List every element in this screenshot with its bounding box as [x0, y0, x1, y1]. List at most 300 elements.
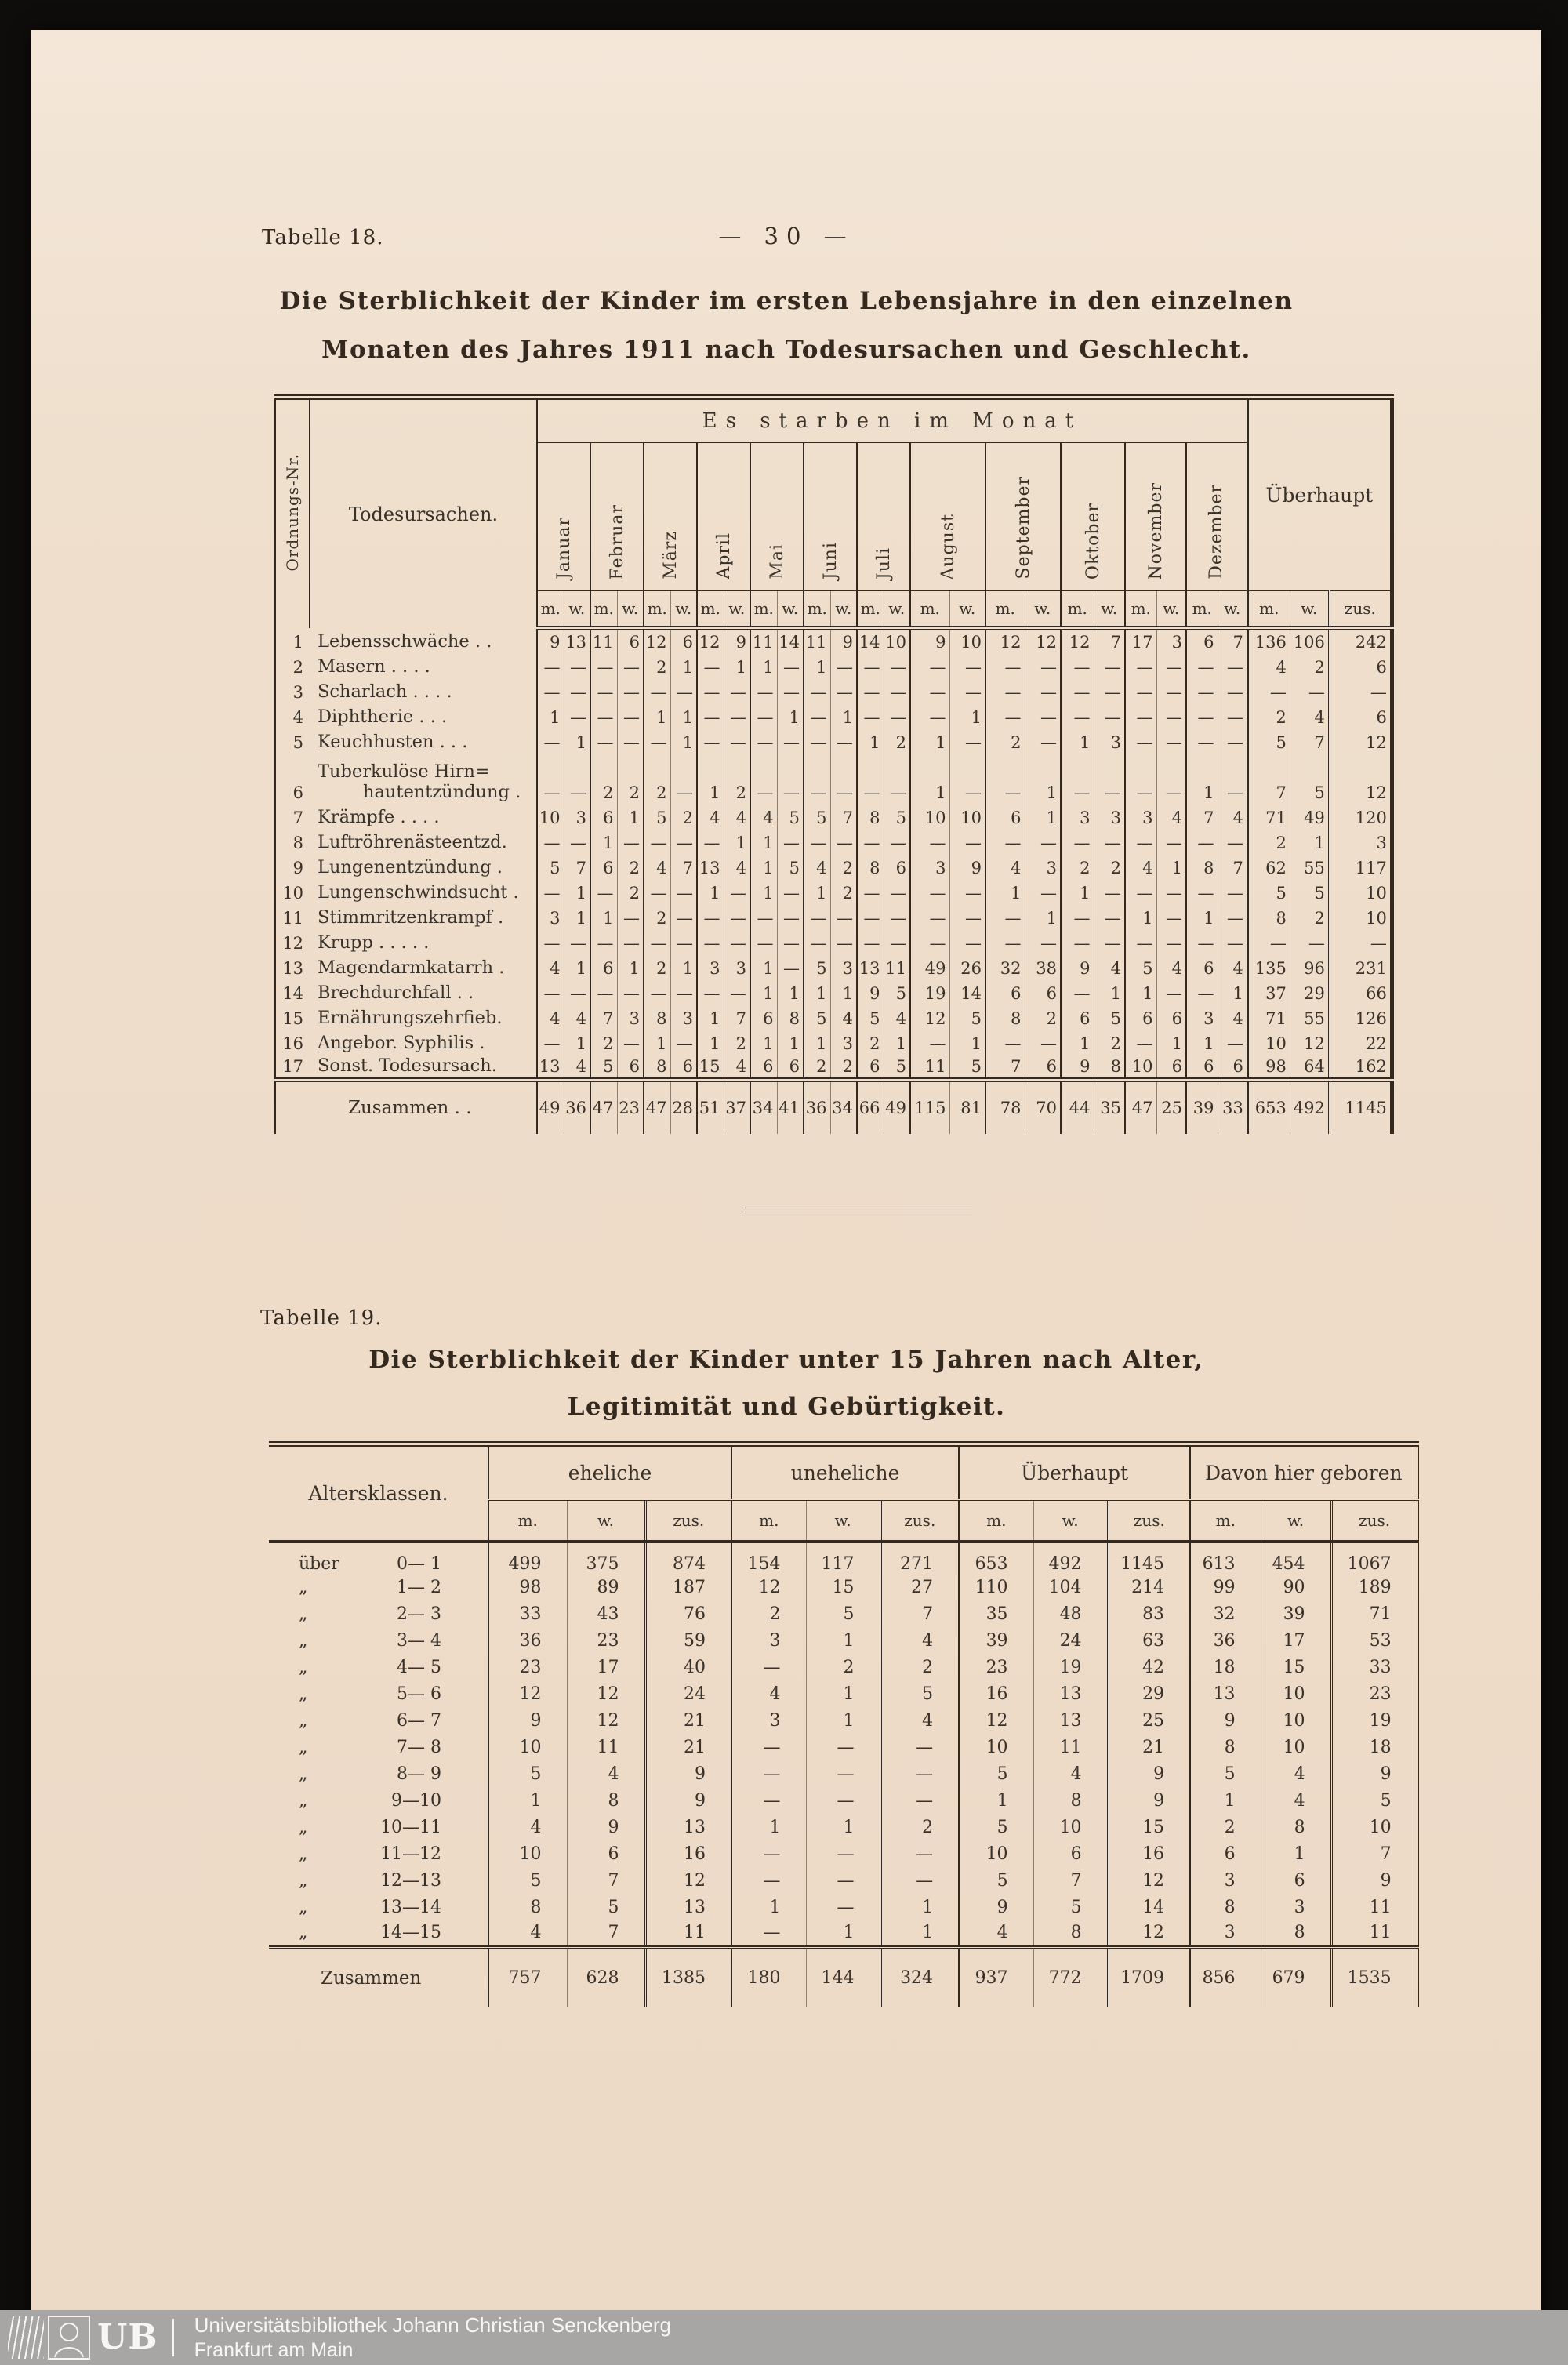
table19-row — [269, 1542, 1417, 1574]
month-value-cell: — — [857, 904, 884, 929]
age-value-cell: 6 — [1033, 1840, 1108, 1867]
age-value-cell: 12 — [645, 1867, 731, 1894]
total-month-cell: 78 — [985, 1080, 1025, 1134]
month-value-cell: 1 — [777, 703, 804, 728]
month-value-cell: — — [830, 678, 857, 703]
age-value-cell: 117 — [806, 1542, 880, 1574]
month-value-cell: 6 — [884, 854, 910, 879]
month-value-cell: 1 — [644, 1030, 670, 1055]
month-value-cell: — — [1025, 1030, 1061, 1055]
month-header-label: Oktober — [1083, 502, 1103, 579]
month-value-cell: — — [537, 678, 564, 703]
portrait-icon — [47, 2315, 91, 2360]
month-value-cell: — — [697, 703, 724, 728]
month-value-cell: — — [590, 979, 617, 1004]
month-value-cell: — — [777, 754, 804, 804]
month-value-cell: 1 — [1186, 1030, 1218, 1055]
age-value-cell: 5 — [488, 1760, 567, 1787]
month-value-cell: 2 — [617, 754, 644, 804]
age-value-cell: 3 — [1190, 1920, 1261, 1947]
month-value-cell: 1 — [910, 754, 949, 804]
month-value-cell: — — [910, 879, 949, 904]
age-value-cell: 8 — [1261, 1920, 1331, 1947]
month-value-cell: 4 — [537, 954, 564, 979]
month-value-cell: — — [857, 678, 884, 703]
month-value-cell: 26 — [949, 954, 985, 979]
age-value-cell: 13 — [1033, 1680, 1108, 1707]
age-value-cell: 6 — [567, 1840, 645, 1867]
month-value-cell: 1 — [590, 829, 617, 854]
age-value-cell: 5 — [806, 1600, 880, 1627]
month-value-cell: — — [777, 653, 804, 678]
month-value-cell: 6 — [1186, 628, 1218, 653]
month-value-cell: — — [1156, 929, 1186, 954]
age-range: 6— 7 — [397, 1710, 441, 1731]
month-value-cell: — — [1125, 829, 1156, 854]
month-value-cell: — — [1186, 728, 1218, 754]
month-header-label: März — [660, 531, 681, 579]
month-value-cell: 1 — [1025, 754, 1061, 804]
row-number: 12 — [282, 934, 303, 953]
month-value-cell: — — [644, 728, 670, 754]
month-value-cell: 1 — [884, 1030, 910, 1055]
month-value-cell: — — [884, 703, 910, 728]
total-month-cell: 51 — [697, 1080, 724, 1134]
month-value-cell: — — [590, 678, 617, 703]
group-header — [731, 1444, 959, 1500]
age-value-cell: — — [880, 1734, 959, 1760]
age-value-cell: 11 — [567, 1734, 645, 1760]
age-value-cell: 4 — [959, 1920, 1033, 1947]
month-value-cell: 12 — [985, 628, 1025, 653]
age-value-cell: 10 — [959, 1840, 1033, 1867]
month-value-cell: — — [617, 979, 644, 1004]
month-value-cell: 4 — [1094, 954, 1125, 979]
age-value-cell: 9 — [488, 1707, 567, 1734]
month-value-cell: — — [777, 929, 804, 954]
month-value-cell: 4 — [537, 1004, 564, 1030]
month-value-cell: 2 — [830, 879, 857, 904]
age-value-cell: 4 — [1033, 1760, 1108, 1787]
month-value-cell: — — [910, 653, 949, 678]
month-value-cell: — — [910, 904, 949, 929]
age-value-cell: 90 — [1261, 1574, 1331, 1600]
total-month-cell: 33 — [1218, 1080, 1247, 1134]
month-value-cell: — — [750, 678, 777, 703]
month-value-cell: 5 — [590, 1055, 617, 1080]
month-value-cell: — — [1025, 879, 1061, 904]
age-value-cell: 3 — [731, 1707, 806, 1734]
month-value-cell: — — [1125, 728, 1156, 754]
month-value-cell: 6 — [1156, 1004, 1186, 1030]
age-value-cell: 11 — [1331, 1894, 1417, 1920]
age-value-cell: 18 — [1331, 1734, 1417, 1760]
month-value-cell: 2 — [1025, 1004, 1061, 1030]
month-value-cell: 7 — [985, 1055, 1025, 1080]
total-value-cell: 1709 — [1108, 1947, 1190, 2007]
cause-label: Luftröhrenästeentzd. — [318, 832, 507, 852]
month-value-cell: — — [830, 754, 857, 804]
cause-label: Lungenschwindsucht . — [318, 882, 519, 903]
month-value-cell: 1 — [1094, 979, 1125, 1004]
table18-row — [275, 829, 1392, 854]
overall-male-cell: 71 — [1247, 1004, 1290, 1030]
age-class-wrap — [269, 1578, 488, 1597]
male-subheader: m. — [750, 591, 777, 629]
month-header — [1186, 443, 1247, 591]
month-value-cell: — — [1186, 678, 1218, 703]
month-value-cell: 12 — [1061, 628, 1094, 653]
month-value-cell: — — [697, 678, 724, 703]
month-value-cell: 3 — [1186, 1004, 1218, 1030]
month-value-cell: 12 — [1025, 628, 1061, 653]
month-value-cell: 7 — [1094, 628, 1125, 653]
age-prefix: „ — [299, 1764, 308, 1784]
male-subheader: m. — [1186, 591, 1218, 629]
month-value-cell: 11 — [750, 628, 777, 653]
age-value-cell: — — [731, 1654, 806, 1680]
total-month-cell: 81 — [949, 1080, 985, 1134]
table18-row — [275, 1030, 1392, 1055]
month-value-cell: 5 — [644, 804, 670, 829]
month-value-cell: 1 — [777, 1030, 804, 1055]
month-value-cell: — — [1061, 929, 1094, 954]
month-value-cell: — — [537, 653, 564, 678]
total-month-cell: 36 — [564, 1080, 590, 1134]
age-value-cell: 53 — [1331, 1627, 1417, 1654]
month-value-cell: 4 — [1218, 1004, 1247, 1030]
age-value-cell: 1 — [1190, 1787, 1261, 1814]
table19-title-line1: Die Sterblichkeit der Kinder unter 15 Jahren nach Alter, — [368, 1346, 1204, 1374]
overall-female-cell: 4 — [1290, 703, 1329, 728]
month-value-cell: 1 — [697, 1004, 724, 1030]
month-value-cell: — — [830, 653, 857, 678]
month-value-cell: 2 — [804, 1055, 830, 1080]
age-value-cell: 4 — [880, 1707, 959, 1734]
age-class-cell — [269, 1787, 488, 1814]
age-value-cell: 23 — [567, 1627, 645, 1654]
table18-row — [275, 678, 1392, 703]
table19-row — [269, 1680, 1417, 1707]
month-value-cell: — — [1156, 653, 1186, 678]
overall-male-cell: 8 — [1247, 904, 1290, 929]
month-value-cell: 3 — [564, 804, 590, 829]
age-class-wrap — [269, 1631, 488, 1651]
overall-female-cell: 96 — [1290, 954, 1329, 979]
month-value-cell: — — [1061, 904, 1094, 929]
age-value-cell: 25 — [1108, 1707, 1190, 1734]
age-value-cell: 98 — [488, 1574, 567, 1600]
month-header-label: August — [938, 513, 958, 579]
ub-logo-text: UB — [97, 2317, 158, 2357]
month-value-cell: 1 — [804, 653, 830, 678]
age-value-cell: 63 — [1108, 1627, 1190, 1654]
total-month-cell: 41 — [777, 1080, 804, 1134]
age-value-cell: 9 — [959, 1894, 1033, 1920]
month-value-cell: — — [884, 754, 910, 804]
month-value-cell: 12 — [910, 1004, 949, 1030]
table19-row — [269, 1627, 1417, 1654]
table18-label: Tabelle 18. — [262, 226, 384, 249]
month-value-cell: 6 — [777, 1055, 804, 1080]
month-value-cell: — — [1156, 754, 1186, 804]
age-value-cell: 11 — [645, 1920, 731, 1947]
month-value-cell: 2 — [590, 1030, 617, 1055]
month-value-cell: 1 — [697, 754, 724, 804]
month-value-cell: 1 — [750, 829, 777, 854]
age-value-cell: 12 — [488, 1680, 567, 1707]
month-value-cell: — — [1025, 728, 1061, 754]
male-subheader: m. — [959, 1500, 1033, 1542]
month-value-cell: 1 — [670, 954, 697, 979]
month-value-cell: 1 — [537, 703, 564, 728]
cause-of-death-cell — [310, 979, 537, 1004]
month-value-cell: 2 — [724, 754, 750, 804]
overall-total-cell: 6 — [1329, 653, 1392, 678]
cause-of-death-cell — [310, 1004, 537, 1030]
overall-total-cell: — — [1329, 678, 1392, 703]
overall-total-cell: 126 — [1329, 1004, 1392, 1030]
ordnungs-nr-header — [275, 398, 310, 629]
month-value-cell: 9 — [537, 628, 564, 653]
age-class-wrap — [269, 1658, 488, 1677]
month-value-cell: 2 — [985, 728, 1025, 754]
cause-label: Scharlach . . . . — [318, 681, 452, 702]
age-value-cell: 3 — [1261, 1894, 1331, 1920]
overall-male-cell: 62 — [1247, 854, 1290, 879]
month-value-cell: — — [1061, 678, 1094, 703]
age-value-cell: 33 — [1331, 1654, 1417, 1680]
age-value-cell: 1 — [806, 1680, 880, 1707]
age-value-cell: — — [731, 1734, 806, 1760]
table18-row — [275, 954, 1392, 979]
total-month-cell: 66 — [857, 1080, 884, 1134]
month-value-cell: — — [857, 754, 884, 804]
age-value-cell: 189 — [1331, 1574, 1417, 1600]
age-value-cell: 23 — [959, 1654, 1033, 1680]
age-value-cell: 1 — [488, 1787, 567, 1814]
month-value-cell: 1 — [910, 728, 949, 754]
age-value-cell: 32 — [1190, 1600, 1261, 1627]
cause-of-death-cell — [310, 703, 537, 728]
month-value-cell: — — [617, 728, 644, 754]
month-value-cell: 1 — [985, 879, 1025, 904]
month-value-cell: 9 — [857, 979, 884, 1004]
table19-row — [269, 1787, 1417, 1814]
cause-of-death-cell — [310, 804, 537, 829]
age-value-cell: 375 — [567, 1542, 645, 1574]
overall-male-cell: 37 — [1247, 979, 1290, 1004]
month-value-cell: 1 — [750, 1030, 777, 1055]
age-value-cell: 7 — [567, 1867, 645, 1894]
month-value-cell: — — [1094, 929, 1125, 954]
month-value-cell: — — [985, 1030, 1025, 1055]
month-value-cell: — — [804, 754, 830, 804]
month-value-cell: 6 — [750, 1004, 777, 1030]
month-value-cell: — — [1061, 829, 1094, 854]
month-value-cell: 3 — [1125, 804, 1156, 829]
overall-total-cell: 6 — [1329, 703, 1392, 728]
month-value-cell: 19 — [910, 979, 949, 1004]
month-value-cell: — — [697, 653, 724, 678]
total-overall-male-cell: 653 — [1247, 1080, 1290, 1134]
age-range: 13—14 — [380, 1897, 441, 1917]
cause-label: Sonst. Todesursach. — [318, 1055, 497, 1076]
month-value-cell: 2 — [670, 804, 697, 829]
total-value-cell: 757 — [488, 1947, 567, 2007]
age-value-cell: 3 — [1190, 1867, 1261, 1894]
cause-of-death-cell — [310, 728, 537, 754]
month-value-cell: — — [949, 754, 985, 804]
month-value-cell: — — [830, 929, 857, 954]
row-number: 2 — [292, 658, 303, 677]
month-value-cell: — — [985, 829, 1025, 854]
month-value-cell: 8 — [1186, 854, 1218, 879]
age-value-cell: 214 — [1108, 1574, 1190, 1600]
library-watermark-bar — [0, 2310, 1568, 2365]
month-value-cell: — — [537, 829, 564, 854]
cause-label-line2: hautentzündung . — [363, 782, 521, 802]
overall-total-cell: 10 — [1329, 904, 1392, 929]
cause-of-death-cell — [310, 854, 537, 879]
table18-row — [275, 628, 1392, 653]
ueberhaupt-label: Überhaupt — [1265, 484, 1374, 507]
month-value-cell: 1 — [830, 979, 857, 1004]
group-header-label: Überhaupt — [1021, 1461, 1129, 1484]
age-value-cell: 8 — [567, 1787, 645, 1814]
month-value-cell: — — [1156, 904, 1186, 929]
month-value-cell: — — [1125, 703, 1156, 728]
overall-male-cell: 98 — [1247, 1055, 1290, 1080]
overall-male-cell: 7 — [1247, 754, 1290, 804]
month-value-cell: — — [724, 728, 750, 754]
month-value-cell: — — [1186, 653, 1218, 678]
row-number: 4 — [292, 708, 303, 727]
month-value-cell: — — [777, 678, 804, 703]
month-value-cell: — — [949, 678, 985, 703]
month-value-cell: 7 — [830, 804, 857, 829]
table18-row — [275, 879, 1392, 904]
age-value-cell: 1 — [731, 1814, 806, 1840]
age-value-cell: 1 — [806, 1920, 880, 1947]
overall-total-cell: — — [1329, 929, 1392, 954]
age-value-cell: 499 — [488, 1542, 567, 1574]
overall-female-cell: 5 — [1290, 879, 1329, 904]
month-value-cell: — — [644, 979, 670, 1004]
total-value-cell: 937 — [959, 1947, 1033, 2007]
month-value-cell: 1 — [1156, 1030, 1186, 1055]
month-header — [857, 443, 910, 591]
female-subheader: w. — [1025, 591, 1061, 629]
row-number: 9 — [292, 859, 303, 877]
month-value-cell: 11 — [910, 1055, 949, 1080]
month-value-cell: — — [1218, 678, 1247, 703]
month-header — [910, 443, 985, 591]
group-header-label: eheliche — [568, 1461, 652, 1484]
cause-of-death-cell — [310, 1055, 537, 1080]
month-value-cell: 4 — [1156, 954, 1186, 979]
month-value-cell: 2 — [1094, 1030, 1125, 1055]
table18-row — [275, 1055, 1392, 1080]
month-value-cell: 9 — [1061, 954, 1094, 979]
month-value-cell: — — [1218, 703, 1247, 728]
age-value-cell: — — [880, 1760, 959, 1787]
month-value-cell: 2 — [644, 904, 670, 929]
table18-row — [275, 1004, 1392, 1030]
month-value-cell: 17 — [1125, 628, 1156, 653]
total-value-cell: 1385 — [645, 1947, 731, 2007]
age-value-cell: — — [880, 1867, 959, 1894]
age-value-cell: 29 — [1108, 1680, 1190, 1707]
month-value-cell: 49 — [910, 954, 949, 979]
month-header — [804, 443, 857, 591]
monat-span-label: Es starben im Monat — [702, 409, 1083, 433]
overall-female-cell: 12 — [1290, 1030, 1329, 1055]
table19-row — [269, 1867, 1417, 1894]
month-value-cell: 1 — [1061, 1030, 1094, 1055]
age-prefix: „ — [299, 1737, 308, 1757]
month-value-cell: 9 — [949, 854, 985, 879]
total-month-cell: 70 — [1025, 1080, 1061, 1134]
month-value-cell: 1 — [750, 854, 777, 879]
age-value-cell: 4 — [731, 1680, 806, 1707]
total-subheader: zus. — [1331, 1500, 1417, 1542]
total-month-cell: 115 — [910, 1080, 949, 1134]
month-value-cell: 6 — [670, 628, 697, 653]
age-value-cell: 12 — [567, 1707, 645, 1734]
table18-mortality-by-month — [274, 394, 1394, 1134]
month-value-cell: 1 — [644, 703, 670, 728]
age-prefix: „ — [299, 1684, 308, 1704]
overall-total-cell: 12 — [1329, 754, 1392, 804]
month-value-cell: 1 — [857, 728, 884, 754]
month-value-cell: — — [1025, 653, 1061, 678]
age-class-cell — [269, 1707, 488, 1734]
month-value-cell: — — [617, 929, 644, 954]
age-value-cell: 154 — [731, 1542, 806, 1574]
month-value-cell: — — [910, 929, 949, 954]
month-value-cell: — — [1025, 929, 1061, 954]
month-value-cell: 13 — [564, 628, 590, 653]
month-value-cell: — — [857, 653, 884, 678]
month-value-cell: 7 — [1218, 854, 1247, 879]
month-value-cell: — — [1156, 678, 1186, 703]
age-prefix: „ — [299, 1844, 308, 1864]
month-value-cell: — — [617, 653, 644, 678]
male-subheader: m. — [1247, 591, 1290, 629]
overall-female-cell: 2 — [1290, 653, 1329, 678]
month-header — [537, 443, 590, 591]
month-value-cell: 14 — [949, 979, 985, 1004]
age-value-cell: 13 — [645, 1894, 731, 1920]
month-value-cell: — — [670, 879, 697, 904]
month-header-label: Dezember — [1207, 484, 1227, 579]
age-class-wrap — [269, 1711, 488, 1731]
todesursachen-label: Todesursachen. — [348, 503, 499, 525]
age-prefix: „ — [299, 1604, 308, 1624]
cause-label: Diphtherie . . . — [318, 707, 448, 727]
total-month-cell: 34 — [750, 1080, 777, 1134]
month-value-cell: — — [537, 1030, 564, 1055]
month-value-cell: — — [949, 653, 985, 678]
month-value-cell: — — [590, 879, 617, 904]
age-value-cell: 1 — [1261, 1840, 1331, 1867]
month-value-cell: — — [1218, 904, 1247, 929]
month-value-cell: 6 — [985, 979, 1025, 1004]
age-value-cell: 9 — [1108, 1760, 1190, 1787]
male-subheader: m. — [697, 591, 724, 629]
month-value-cell: 1 — [804, 1030, 830, 1055]
